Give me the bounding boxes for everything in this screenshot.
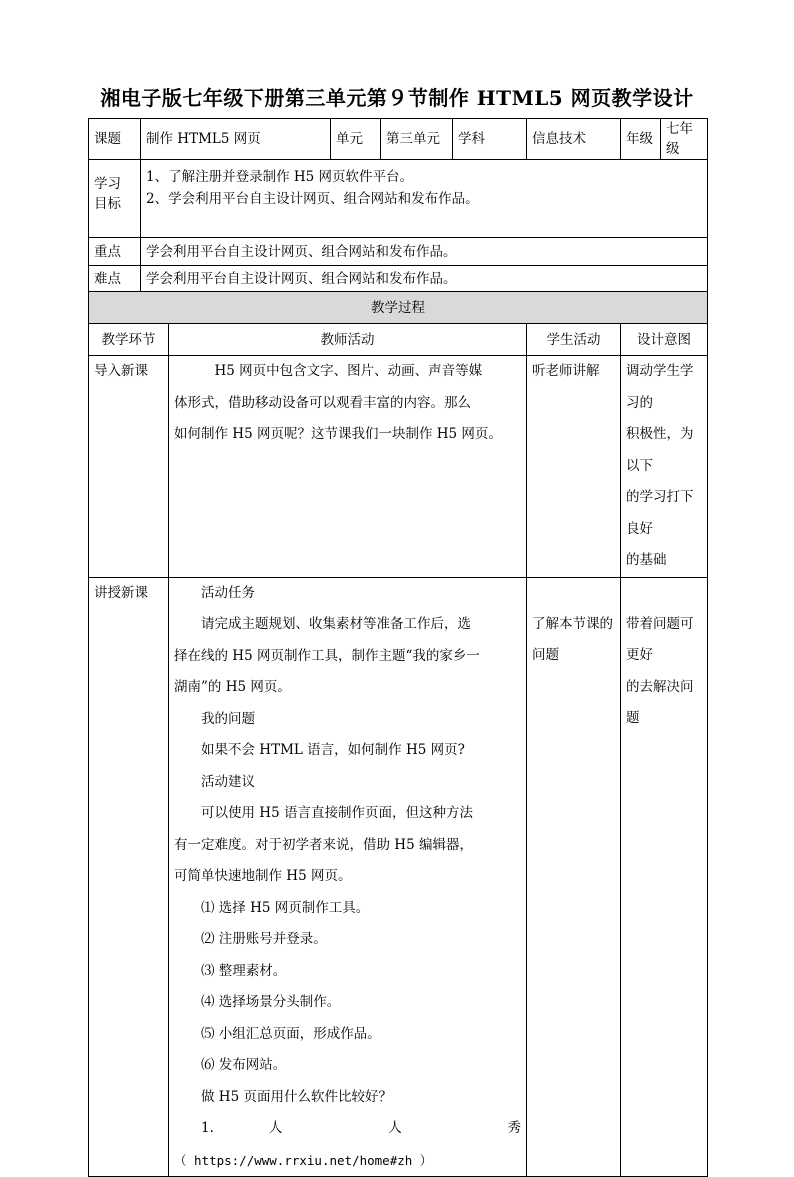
subject-value: 信息技术 [527,119,621,160]
document-title: 湘电子版七年级下册第三单元第９节制作 HTML5 网页教学设计 [100,86,694,110]
new-lesson-teacher [169,577,527,1177]
new-lesson-intent [621,577,708,1177]
teacher-line: 湖南”的 H5 网页。 [174,679,291,695]
col-intent: 设计意图 [621,324,708,356]
difficulty-label: 难点 [89,266,141,292]
key-point-label: 重点 [89,238,141,266]
teacher-line: 请完成主题规划、收集素材等准备工作后，选 [201,616,471,632]
objectives-content [141,160,708,238]
teacher-line: ⑷ 选择场景分头制作。 [201,994,341,1010]
new-lesson-row [89,577,708,1177]
new-lesson-stage: 讲授新课 [89,577,169,1177]
intent-line: 的去解决问题 [626,678,694,726]
intro-intent-line: 的基础 [626,552,667,568]
teacher-line: 如果不会 HTML 语言，如何制作 H5 网页? [201,742,465,758]
objectives-row [89,160,708,238]
teacher-line: 可以使用 H5 语言直接制作页面，但这种方法 [201,805,473,821]
teacher-line: 活动任务 [201,584,255,601]
intro-student: 听老师讲解 [527,356,621,578]
intro-stage: 导入新课 [89,356,169,578]
student-line: 问题 [532,647,559,663]
intro-teacher [169,356,527,578]
objective-item: 2、学会利用平台自主设计网页、组合网站和发布作品。 [146,191,479,207]
difficulty-text: 学会利用平台自主设计网页、组合网站和发布作品。 [141,266,708,292]
intro-row [89,356,708,578]
intro-intent-line: 的学习打下良好 [626,489,694,537]
grade-value: 七年级 [661,119,708,160]
intro-teacher-line: 如何制作 H5 网页呢？这节课我们一块制作 H5 网页。 [174,426,502,442]
teacher-line: 我的问题 [201,710,255,727]
process-header-row [89,292,708,324]
new-lesson-student [527,577,621,1177]
lesson-value: 制作 HTML5 网页 [141,119,331,160]
teacher-line: 1. 人 人 秀 [201,1120,521,1136]
teacher-line: （ https://www.rrxiu.net/home#zh ） [174,1152,433,1168]
grade-label: 年级 [621,119,661,160]
column-header-row [89,324,708,356]
subject-label: 学科 [453,119,527,160]
intro-teacher-line: 体形式，借助移动设备可以观看丰富的内容。那么 [174,394,471,411]
teacher-line: ⑵ 注册账号并登录。 [201,931,327,947]
lesson-plan-table [88,118,708,1177]
unit-value: 第三单元 [381,119,453,160]
teacher-line: 活动建议 [201,773,255,790]
info-row [89,119,708,160]
objectives-label-text: 学习目标 [94,176,121,212]
col-student: 学生活动 [527,324,621,356]
teacher-line: ⑸ 小组汇总页面，形成作品。 [201,1025,381,1042]
teacher-line: ⑴ 选择 H5 网页制作工具。 [201,899,370,916]
intro-intent [621,356,708,578]
process-header: 教学过程 [89,292,708,324]
teacher-line: ⑶ 整理素材。 [201,962,287,979]
intent-line: 带着问题可更好 [626,615,694,663]
teacher-line: 可简单快速地制作 H5 网页。 [174,868,352,884]
teacher-line: 择在线的 H5 网页制作工具，制作主题“我的家乡一 [174,647,480,664]
key-point-text: 学会利用平台自主设计网页、组合网站和发布作品。 [141,238,708,266]
difficulty-row [89,266,708,292]
unit-label: 单元 [331,119,381,160]
lesson-label: 课题 [89,119,141,160]
teacher-line: 有一定难度。对于初学者来说，借助 H5 编辑器， [174,836,473,853]
col-teacher: 教师活动 [169,324,527,356]
student-line: 了解本节课的 [532,615,613,632]
intro-intent-line: 积极性，为以下 [626,426,694,474]
teacher-line: 做 H5 页面用什么软件比较好？ [201,1088,392,1105]
key-point-row [89,238,708,266]
objectives-label [89,160,141,238]
intro-teacher-line: H5 网页中包含文字、图片、动画、声音等媒 [214,363,483,379]
intro-intent-line: 调动学生学习的 [626,363,694,411]
teacher-line: ⑹ 发布网站。 [201,1057,287,1073]
col-stage: 教学环节 [89,324,169,356]
objective-item: 1、了解注册并登录制作 H5 网页软件平台。 [146,169,414,185]
